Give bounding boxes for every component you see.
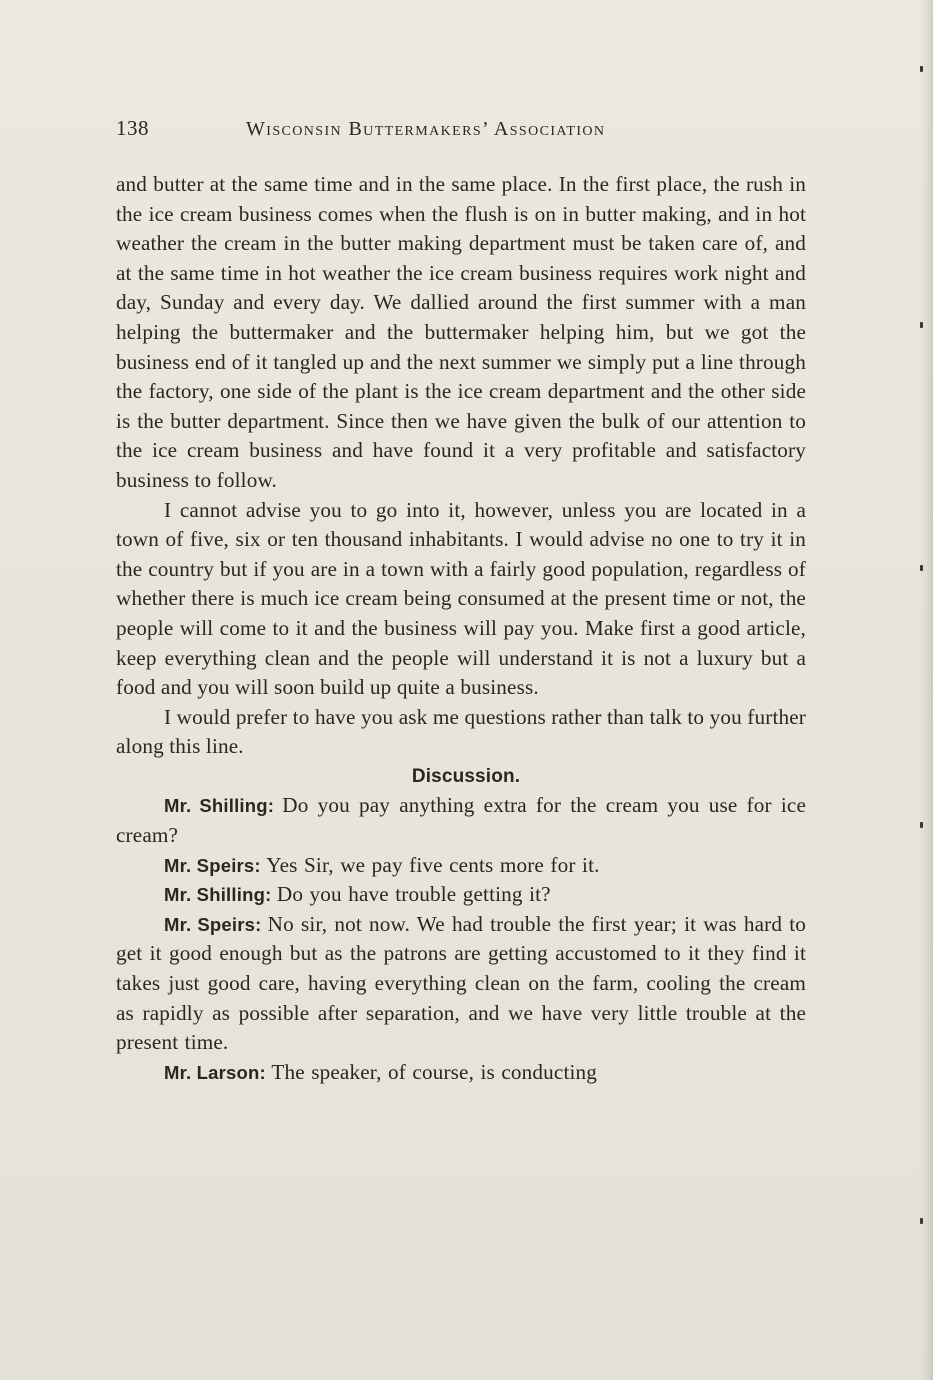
paragraph: and butter at the same time and in the same place. In the first place, the rush in the ice cream business comes when the flush is on in butter making, and in hot weather the cream in the butter making department must be taken care of, and at the same time in hot weather the ice cream business requires work night and day, Sunday and every day. We dallied around the first summer with a man helping the buttermaker and the buttermaker helping him, but we got the business end of it tangled up and the next summer we simply put a line through the factory, one side of the plant is the ice cream department and the other side is the butter department. Since then we have given the bulk of our attention to the ice cream business and have found it a very profitable and satisfactory business to follow. <box>116 172 806 492</box>
page-header <box>116 116 806 146</box>
edge-mark <box>920 822 923 828</box>
body-text <box>116 170 806 1087</box>
speaker-name: Mr. Speirs: <box>164 913 262 935</box>
speaker-name: Mr. Shilling: <box>164 795 275 817</box>
edge-mark <box>920 66 923 72</box>
page-number: 138 <box>116 116 149 140</box>
edge-mark <box>920 322 923 328</box>
discussion-exchange <box>116 1058 806 1088</box>
page-edge-shadow <box>919 0 933 1380</box>
speaker-name: Mr. Speirs: <box>164 854 261 876</box>
edge-mark <box>920 565 923 571</box>
speaker-name: Mr. Shilling: <box>164 884 272 906</box>
speech-text: Do you have trouble getting it? <box>276 882 551 907</box>
speaker-name: Mr. Larson: <box>164 1061 266 1083</box>
discussion-exchange <box>116 910 806 1058</box>
discussion-exchange <box>116 851 806 881</box>
edge-mark <box>920 1218 923 1224</box>
discussion-exchange <box>116 880 806 910</box>
paragraph: I would prefer to have you ask me questions rather than talk to you further along this line. <box>116 704 806 759</box>
speech-text: Do you pay anything extra for the cream you use for ice cream? <box>116 793 806 848</box>
paragraph: I cannot advise you to go into it, however, unless you are located in a town of five, six or ten thousand inhabitants. I would advise no one to try it in the country but if you are in a town with a fairly good population, regardless of whether there is much ice cream being consumed at the present time or not, the people will come to it and the business will pay you. Make first a good article, keep everything clean and the people will understand it is not a luxury but a food and you will soon build up quite a business. <box>116 497 806 700</box>
speech-text: Yes Sir, we pay five cents more for it. <box>266 852 600 877</box>
speech-text: The speaker, of course, is conducting <box>271 1059 598 1084</box>
discussion-heading: Discussion. <box>411 765 521 787</box>
speech-text: No sir, not now. We had trouble the first year; it was hard to get it good enough but as the patrons are getting accustomed to it they find it takes just good care, having everything clean on the farm, cooling the cream as rapidly as possible after separation, and we have very little trouble at the present time. <box>116 911 806 1055</box>
discussion-exchange <box>116 791 806 850</box>
running-title: Wisconsin Buttermakers’ Association <box>246 118 606 140</box>
